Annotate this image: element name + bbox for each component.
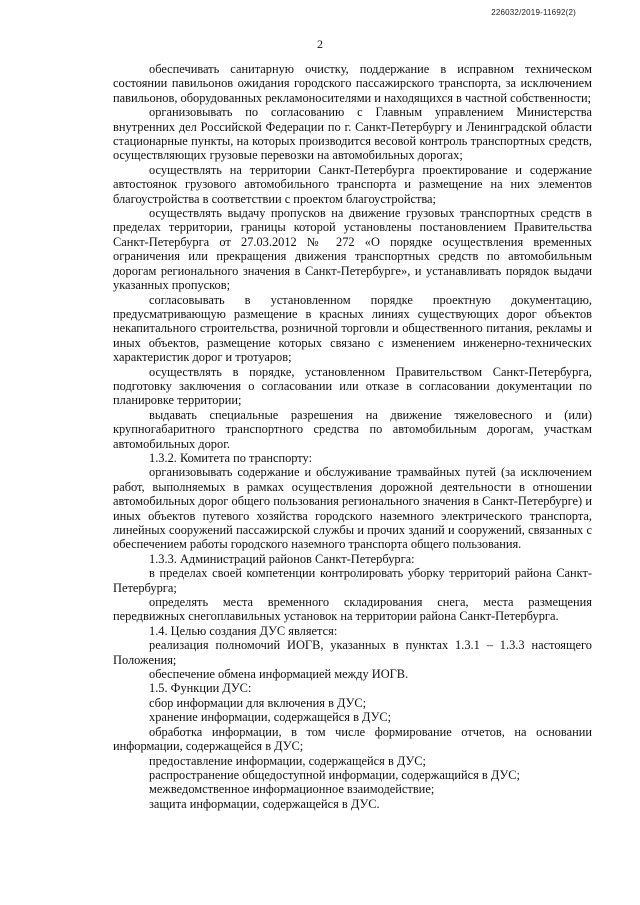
paragraph: в пределах своей компетенции контролировать уборку территорий района Санкт-Петербурга; [113,566,592,595]
paragraph: выдавать специальные разрешения на движение тяжеловесного и (или) крупногабаритного транспортного средства по автомобильным дорогам, участкам автомобильных дорог. [113,407,592,451]
list-item: защита информации, содержащейся в ДУС. [149,796,380,811]
paragraph: определять места временного складирования снега, места размещения передвижных снегоплавильных установок на территории района Санкт-Петербурга. [113,595,592,624]
list-item: предоставление информации, содержащейся в ДУС; [149,753,426,768]
document-body [113,62,592,811]
section-heading: 1.4. Целью создания ДУС является: [149,623,338,638]
paragraph: осуществлять в порядке, установленном Правительством Санкт-Петербурга, подготовку заключения о согласовании или отказе в согласовании документации по планировке территории; [113,364,592,408]
list-item: обработка информации, в том числе формирование отчетов, на основании информации, содержащейся в ДУС; [113,724,592,754]
section-heading: 1.3.3. Администраций районов Санкт-Петербурга: [149,551,415,566]
list-item: межведомственное информационное взаимодействие; [149,782,435,797]
paragraph: организовывать содержание и обслуживание трамвайных путей (за исключением работ, выполняемых в рамках осуществления дорожной деятельности в отношении автомобильных дорог общего пользования регионального значения в Санкт-Петербурге) и иных объектов путевого хозяйства городского наземного электрического транспорта, линейных сооружений пассажирской службы и прочих зданий и сооружений, связанных с обеспечением работы городского наземного транспорта общего пользования. [113,465,592,552]
paragraph: обеспечивать санитарную очистку, поддержание в исправном техническом состоянии павильонов ожидания городского пассажирского транспорта, за исключением павильонов, оборудованных рекламоносителями и находящихся в частной собственности; [113,62,592,105]
list-item: хранение информации, содержащейся в ДУС; [149,710,392,725]
paragraph: согласовывать в установленном порядке проектную документацию, предусматривающую размещение в красных линиях существующих дорог объектов некапитального строительства, розничной торговли и общественного питания, рекламы и иных объектов, размещение которых связано с изменением инженерно-технических характеристик дорог и тротуаров; [113,292,592,365]
paragraph: реализация полномочий ИОГВ, указанных в пунктах 1.3.1 – 1.3.3 настоящего Положения; [113,638,592,667]
list-item: сбор информации для включения в ДУС; [149,695,367,710]
document-reference-number: 226032/2019-11692(2) [491,8,576,17]
section-heading: 1.5. Функции ДУС: [149,681,252,696]
paragraph: осуществлять на территории Санкт-Петербурга проектирование и содержание автостоянок грузового автомобильного транспорта и размещение на них элементов благоустройства в соответствии с проектом благоустройства; [113,162,592,206]
paragraph: организовывать по согласованию с Главным управлением Министерства внутренних дел Российской Федерации по г. Санкт-Петербургу и Ленинградской области стационарные пункты, на которых производится весовой контроль транспортных средств, осуществляющих грузовые перевозки на автомобильных дорогах; [113,105,592,163]
list-item: распространение общедоступной информации, содержащийся в ДУС; [149,767,520,782]
section-heading: 1.3.2. Комитета по транспорту: [149,450,313,465]
paragraph: осуществлять выдачу пропусков на движение грузовых транспортных средств в пределах территории, границы которой установлены постановлением Правительства Санкт-Петербурга от 27.03.2012 № 272 «О порядке осуществления временных ограничения или прекращения движения транспортных средств по автомобильным дорогам регионального значения в Санкт-Петербурге», и устанавливать порядок выдачи указанных пропусков; [113,206,592,293]
page-number: 2 [317,37,323,51]
paragraph: обеспечение обмена информацией между ИОГВ. [149,667,409,682]
